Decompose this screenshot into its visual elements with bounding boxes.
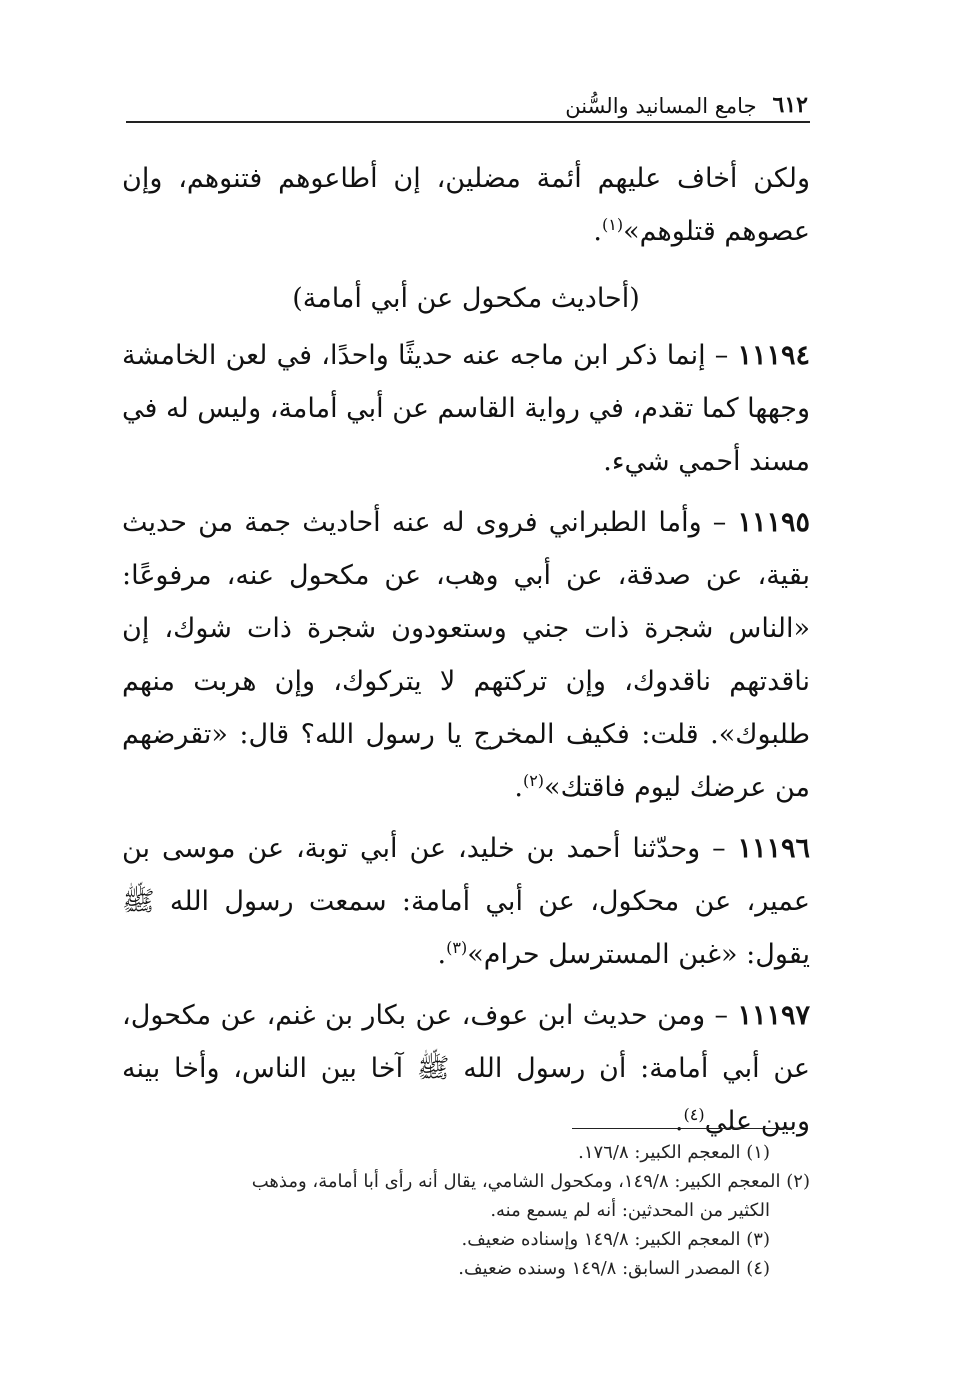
paragraph-text: – وأما الطبراني فروى له عنه أحاديث جمة من حديث بقية، عن صدقة، عن أبي وهب، عن مكحول عنه، مرفوعًا: «الناس شجرة ذات جني وستعودون شجرة ذات شوك، إن ناقدتهم ناقدوك، وإن تركتهم لا يتركوك، وإن هربت منهم طلبوك». قلت: فكيف المخرج يا رسول الله؟ قال: «تقرضهم من عرضك ليوم فاقتك» [122,507,810,803]
header-rule [126,121,810,123]
footnote-ref: (٣) [446,938,468,957]
footnote-3: (٣) المعجم الكبير: ١٤٩/٨ وإسناده ضعيف. [461,1229,770,1250]
paragraph-text: – وحدّثنا أحمد بن خليد، عن أبي توبة، عن موسى بن عمير، عن محكول، عن أبي أمامة: سمعت رسول الله ﷺ يقول: «غبن المسترسل حرام» [122,833,810,970]
running-header [128,78,808,118]
main-text [122,152,810,1156]
book-title: جامع المسانيد والسُّنن [565,94,757,118]
footnote-1: (١) المعجم الكبير: ١٧٦/٨. [578,1142,770,1163]
footnotes [110,1138,810,1283]
footnote-ref: (١) [601,215,624,234]
hadith-number: ١١١٩٥ [737,507,810,538]
page-number: ٦١٢ [772,92,808,118]
hadith-number: ١١١٩٤ [737,340,810,371]
hadith-number: ١١١٩٦ [737,833,810,864]
footnote-4: (٤) المصدر السابق: ١٤٩/٨ وسنده ضعيف. [458,1258,770,1279]
footnote-ref: (٤) [683,1105,705,1124]
hadith-number: ١١١٩٧ [737,1000,810,1031]
section-heading: (أحاديث مكحول عن أبي أمامة) [292,283,640,314]
footnote-ref: (٢) [522,771,545,790]
hadith-paragraph [122,329,810,488]
paragraph-tail: . [593,216,602,247]
paragraph-text: ولكن أخاف عليهم أئمة مضلين، إن أطاعوهم فتنوهم، وإن عصوهم قتلوهم» [122,163,810,247]
paragraph-text: – إنما ذكر ابن ماجه عنه حديثًا واحدًا، في لعن الخامشة وجهها كما تقدم، في رواية القاسم عن أبي أمامة، وليس له في مسند أحمي شيء. [122,340,810,477]
hadith-paragraph [122,989,810,1148]
footnote-rule [572,1128,794,1129]
paragraph-tail: . [437,939,447,970]
footnote-2-continuation: الكثير من المحدثين: أنه لم يسمع منه. [490,1200,770,1221]
hadith-paragraph [122,496,810,814]
hadith-paragraph [122,822,810,981]
paragraph-tail: . [674,1106,684,1137]
paragraph-tail: . [514,772,523,803]
paragraph-continuation [122,152,810,258]
paragraph-text: – ومن حديث ابن عوف، عن بكار بن غنم، عن مكحول، عن أبي أمامة: أن رسول الله ﷺ آخا بين الناس، وأخا بينه وبين علي [122,1000,810,1137]
footnote-2: (٢) المعجم الكبير: ١٤٩/٨، ومكحول الشامي، يقال أنه رأى أبا أمامة، ومذهب [251,1171,810,1192]
